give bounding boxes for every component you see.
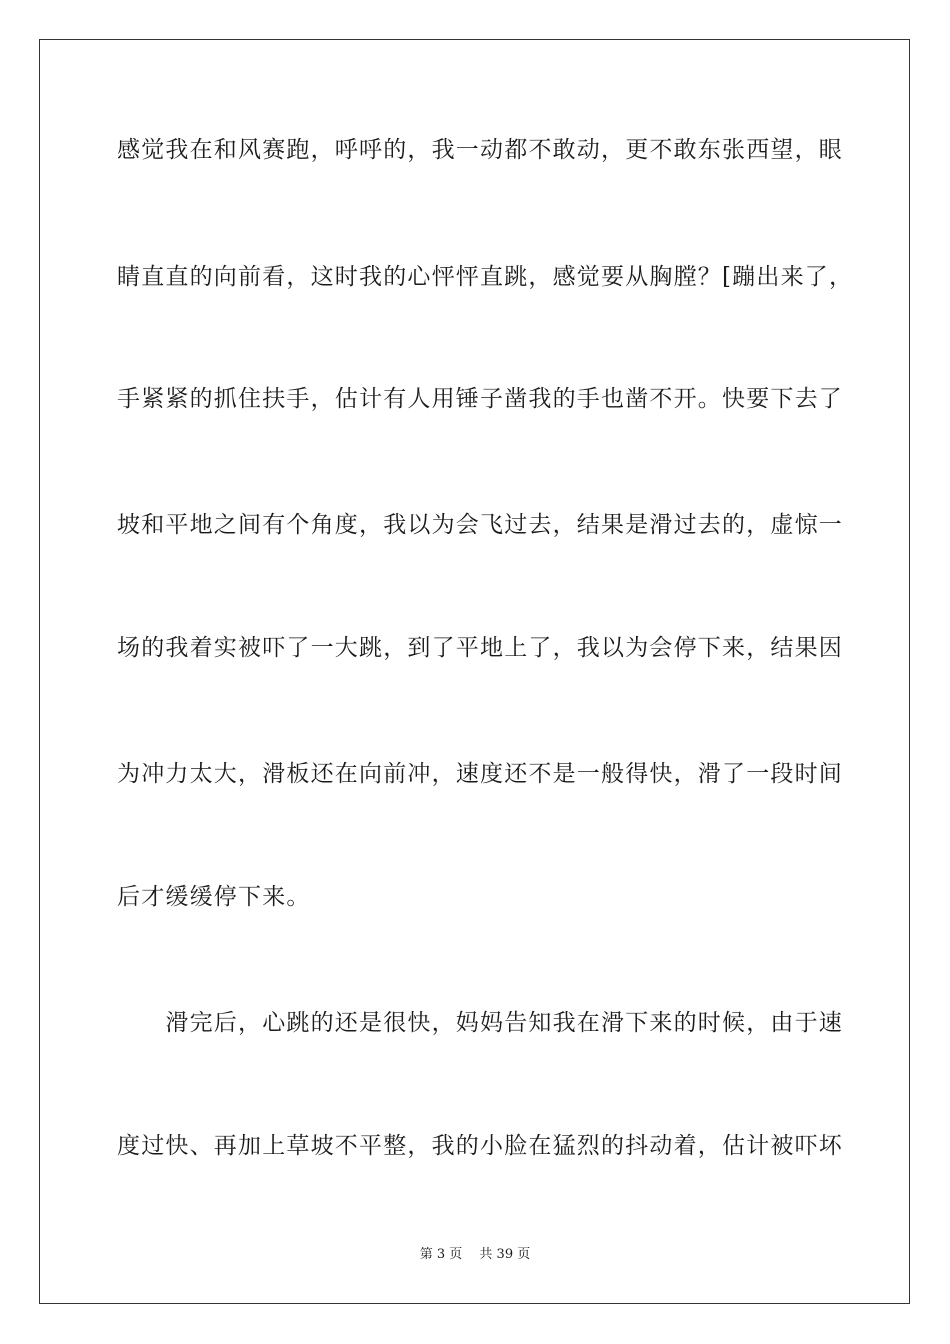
text-line-3: 手紧紧的抓住扶手，估计有人用锤子凿我的手也凿不开。快要下去了 (117, 386, 843, 412)
page-border (39, 39, 910, 1304)
text-line-5: 场的我着实被吓了一大跳，到了平地上了，我以为会停下来，结果因 (117, 635, 843, 661)
text-line-9: 度过快、再加上草坡不平整，我的小脸在猛烈的抖动着，估计被吓坏 (117, 1133, 843, 1159)
text-line-4: 坡和平地之间有个角度，我以为会飞过去，结果是滑过去的，虚惊一 (117, 512, 843, 538)
text-line-8: 滑完后，心跳的还是很快，妈妈告知我在滑下来的时候，由于速 (117, 1010, 843, 1036)
text-line-7: 后才缓缓停下来。 (117, 884, 311, 910)
text-line-1: 感觉我在和风赛跑，呼呼的，我一动都不敢动，更不敢东张西望，眼 (117, 137, 843, 163)
text-line-2: 睛直直的向前看，这时我的心怦怦直跳，感觉要从胸膛？[蹦出来了， (117, 264, 854, 290)
text-line-6: 为冲力太大，滑板还在向前冲，速度还不是一般得快，滑了一段时间 (117, 761, 843, 787)
page-number-footer: 第 3 页 共 39 页 (419, 1247, 531, 1262)
